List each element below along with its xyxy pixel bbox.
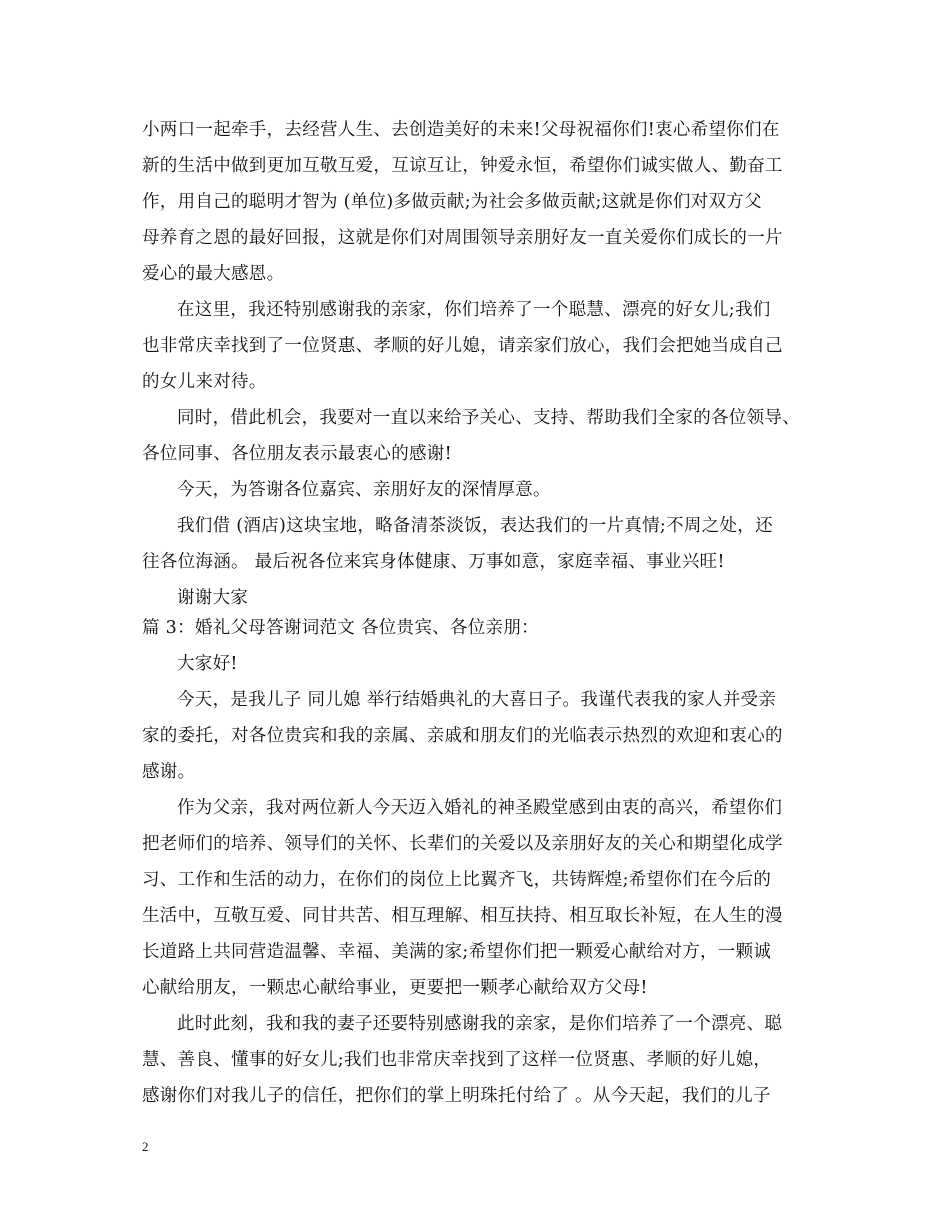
text-line: 往各位海涵。 最后祝各位来宾身体健康、万事如意，家庭幸福、事业兴旺! [142,552,725,572]
text-line: 作为父亲，我对两位新人今天迈入婚礼的神圣殿堂感到由衷的高兴，希望你们 [177,798,783,818]
text-line: 感谢。 [142,762,196,782]
text-line: 大家好! [177,654,238,674]
text-line: 母养育之恩的最好回报，这就是你们对周围领导亲朋好友一直关爱你们成长的一片 [142,228,783,248]
text-line: 长道路上共同营造温馨、幸福、美满的家;希望你们把一颗爱心献给对方，一颗诚 [142,942,772,962]
text-line: 谢谢大家 [177,588,249,608]
section-heading: 篇 3：婚礼父母答谢词范文 各位贵宾、各位亲朋： [142,618,539,638]
text-line: 各位同事、各位朋友表示最衷心的感谢! [142,444,452,464]
text-line: 此时此刻，我和我的妻子还要特别感谢我的亲家，是你们培养了一个漂亮、聪 [177,1014,783,1034]
text-line: 的女儿来对待。 [142,372,267,392]
text-line: 今天，是我儿子 同儿媳 举行结婚典礼的大喜日子。我谨代表我的家人并受亲 [177,690,777,710]
text-line: 今天，为答谢各位嘉宾、亲朋好友的深情厚意。 [177,480,551,500]
text-line: 心献给朋友，一颗忠心献给事业，更要把一颗孝心献给双方父母! [142,978,648,998]
page-number: 2 [142,1139,149,1154]
text-line: 在这里，我还特别感谢我的亲家，你们培养了一个聪慧、漂亮的好女儿;我们 [177,300,771,320]
text-line: 同时，借此机会，我要对一直以来给予关心、支持、帮助我们全家的各位领导、 [177,408,800,428]
text-line: 爱心的最大感恩。 [142,264,285,284]
text-line: 小两口一起牵手，去经营人生、去创造美好的未来!父母祝福你们!衷心希望你们在 [142,120,780,140]
text-line: 我们借 (酒店)这块宝地，略备清茶淡饭，表达我们的一片真情;不周之处，还 [177,516,773,536]
text-line: 生活中，互敬互爱、同甘共苦、相互理解、相互扶持、相互取长补短，在人生的漫 [142,906,783,926]
text-line: 习、工作和生活的动力，在你们的岗位上比翼齐飞，共铸辉煌;希望你们在今后的 [142,870,772,890]
text-line: 新的生活中做到更加互敬互爱，互谅互让，钟爱永恒，希望你们诚实做人、勤奋工 [142,156,783,176]
text-line: 慧、善良、懂事的好女儿;我们也非常庆幸找到了这样一位贤惠、孝顺的好儿媳， [142,1050,772,1070]
text-line: 把老师们的培养、领导们的关怀、长辈们的关爱以及亲朋好友的关心和期望化成学 [142,834,783,854]
text-line: 感谢你们对我儿子的信任，把你们的掌上明珠托付给了 。从今天起，我们的儿子 [142,1086,771,1106]
text-line: 作，用自己的聪明才智为 (单位)多做贡献;为社会多做贡献;这就是你们对双方父 [142,192,762,212]
text-line: 也非常庆幸找到了一位贤惠、孝顺的好儿媳，请亲家们放心，我们会把她当成自己 [142,336,783,356]
text-line: 家的委托，对各位贵宾和我的亲属、亲戚和朋友们的光临表示热烈的欢迎和衷心的 [142,726,783,746]
